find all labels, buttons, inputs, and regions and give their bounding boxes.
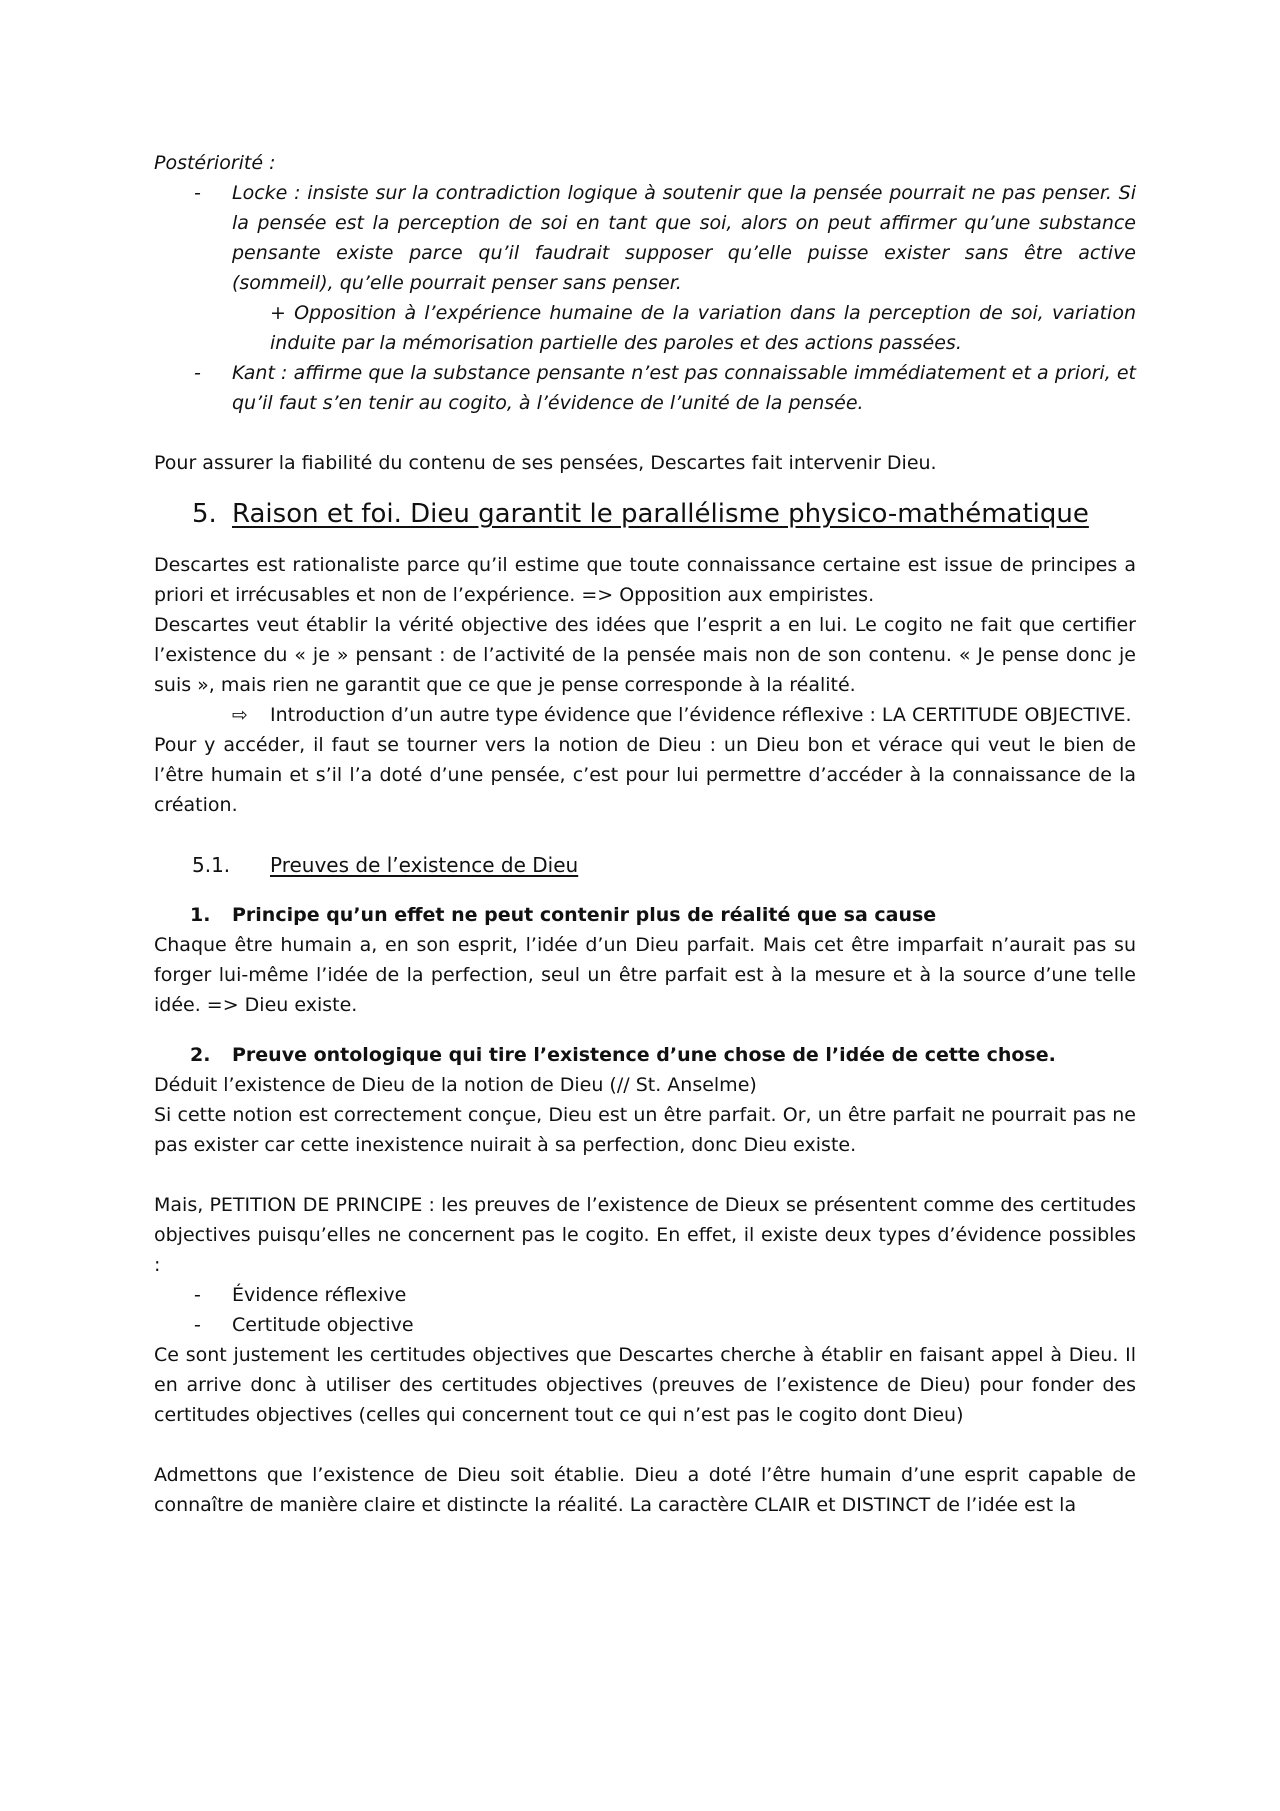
- evidence-text: Évidence réflexive: [232, 1284, 407, 1306]
- section-5-paragraph-2: Descartes veut établir la vérité objective des idées que l’esprit a en lui. Le cogito ne fait que certifier l’existence du « je » pensant : de l’activité de la pensée mais non de son contenu. « Je pense donc je suis », mais rien ne garantit que ce que je pense corresponde à la réalité.: [154, 614, 1136, 696]
- proof-title: Principe qu’un effet ne peut contenir plus de réalité que sa cause: [232, 904, 937, 926]
- certitude-text: Certitude objective: [232, 1314, 414, 1336]
- section-title: Preuves de l’existence de Dieu: [270, 853, 579, 877]
- posteriorite-heading: Postériorité :: [154, 152, 276, 174]
- list-item-locke: [154, 178, 1136, 298]
- section-5-1-heading: [154, 850, 1136, 880]
- proof-1-heading: [154, 900, 1136, 930]
- kant-text: Kant : affirme que la substance pensante n’est pas connaissable immédiatement et a priori, et qu’il faut s’en tenir au cogito, à l’évidence de l’unité de la pensée.: [232, 362, 1136, 414]
- list-item-kant: [154, 358, 1136, 418]
- arrow-item-text: Introduction d’un autre type évidence que l’évidence réflexive : LA CERTITUDE OBJECTIVE.: [270, 704, 1132, 726]
- proof-1-body: Chaque être humain a, en son esprit, l’idée d’un Dieu parfait. Mais cet être imparfait n’aurait pas su forger lui-même l’idée de la perfection, seul un être parfait est à la mesure et à la source d’une telle idée. => Dieu existe.: [154, 934, 1136, 1016]
- proof-title: Preuve ontologique qui tire l’existence d’une chose de l’idée de cette chose.: [232, 1044, 1056, 1066]
- arrow-list-item: [154, 700, 1136, 730]
- list-item-evidence: [154, 1280, 1136, 1310]
- document-page: [154, 148, 1136, 1520]
- list-item-certitude: [154, 1310, 1136, 1340]
- proof-number: 1.: [190, 904, 211, 926]
- proof-2-heading: [154, 1040, 1136, 1070]
- proof-2-line-1: Déduit l’existence de Dieu de la notion de Dieu (// St. Anselme): [154, 1074, 757, 1096]
- proof-2-line-2: Si cette notion est correctement conçue, Dieu est un être parfait. Or, un être parfait ne pourrait pas ne pas exister car cette inexistence nuirait à sa perfection, donc Dieu existe.: [154, 1104, 1136, 1156]
- dash-bullet: -: [194, 362, 201, 384]
- dash-bullet: -: [194, 1284, 201, 1306]
- locke-sub-item: + Opposition à l’expérience humaine de la variation dans la perception de soi, variation induite par la mémorisation partielle des paroles et des actions passées.: [270, 302, 1136, 354]
- section-number: 5.1.: [192, 853, 231, 877]
- section-5-paragraph-1: Descartes est rationaliste parce qu’il estime que toute connaissance certaine est issue de principes a priori et irrécusables et non de l’expérience. => Opposition aux empiristes.: [154, 554, 1136, 606]
- section-number: 5.: [192, 499, 217, 529]
- locke-text: Locke : insiste sur la contradiction logique à soutenir que la pensée pourrait ne pas penser. Si la pensée est la perception de soi en tant que soi, alors on peut affirmer qu’une substance pensante existe parce qu’il faudrait supposer qu’elle puisse exister sans être active (sommeil), qu’elle pourrait penser sans penser.: [232, 182, 1136, 294]
- section-5-paragraph-3: Pour y accéder, il faut se tourner vers la notion de Dieu : un Dieu bon et véracе qui veut le bien de l’être humain et s’il l’a doté d’une pensée, c’est pour lui permettre d’accéder à la connaissance de la création.: [154, 734, 1136, 816]
- intro-dieu-paragraph: Pour assurer la fiabilité du contenu de ses pensées, Descartes fait intervenir Dieu.: [154, 452, 937, 474]
- right-arrow-icon: ⇨: [232, 704, 248, 726]
- proof-number: 2.: [190, 1044, 211, 1066]
- dash-bullet: -: [194, 1314, 201, 1336]
- petition-paragraph-2: Ce sont justement les certitudes objectives que Descartes cherche à établir en faisant appel à Dieu. Il en arrive donc à utiliser des certitudes objectives (preuves de l’existence de Dieu) pour fonder des certitudes objectives (celles qui concernent tout ce qui n’est pas le cogito dont Dieu): [154, 1344, 1136, 1426]
- section-title: Raison et foi. Dieu garantit le parallélisme physico-mathématique: [232, 499, 1089, 529]
- petition-paragraph: Mais, PETITION DE PRINCIPE : les preuves de l’existence de Dieux se présentent comme des certitudes objectives puisqu’elles ne concernent pas le cogito. En effet, il existe deux types d’évidence possibles :: [154, 1194, 1136, 1276]
- section-5-heading: [154, 496, 1136, 532]
- dash-bullet: -: [194, 182, 201, 204]
- final-paragraph: Admettons que l’existence de Dieu soit établie. Dieu a doté l’être humain d’une esprit capable de connaître de manière claire et distincte la réalité. La caractère CLAIR et DISTINCT de l’idée est la: [154, 1464, 1136, 1516]
